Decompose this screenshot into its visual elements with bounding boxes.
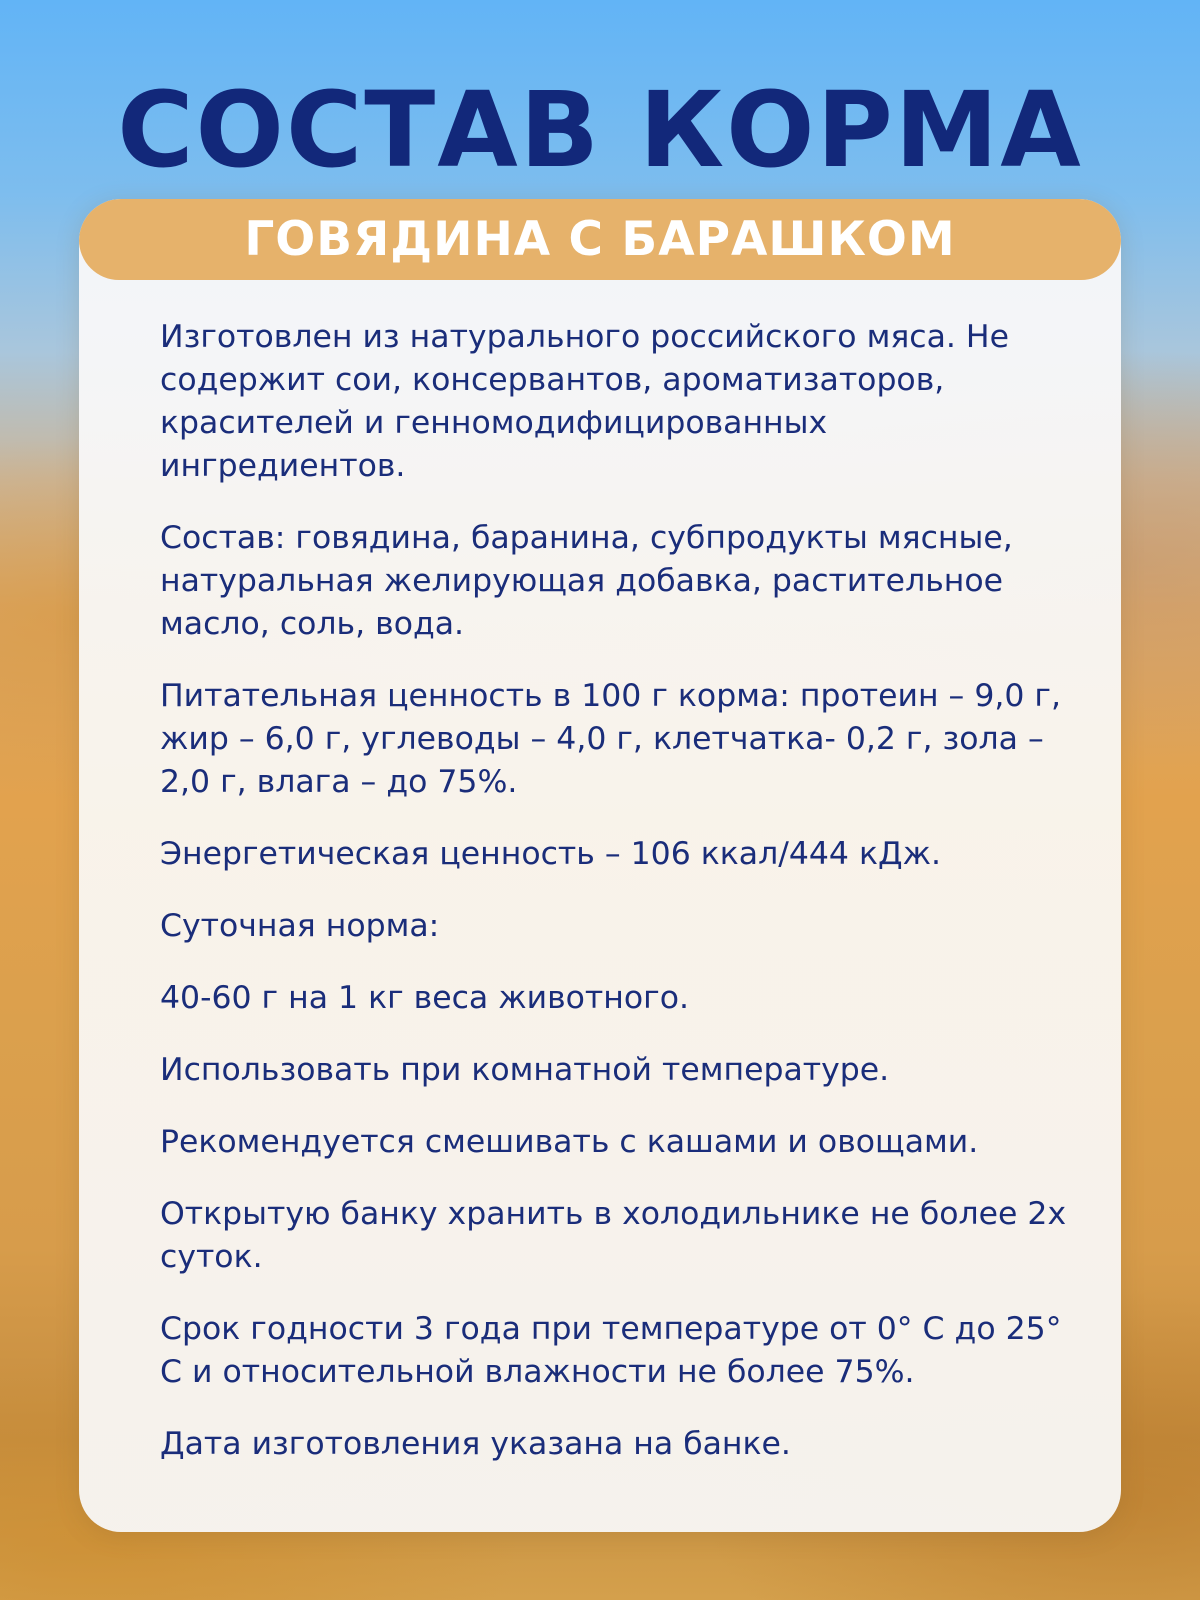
paragraph-production-date: Дата изготовления указана на банке. [160,1426,791,1462]
subtitle-banner [79,199,1121,280]
page-title: СОСТАВ КОРМА [117,69,1083,191]
paragraph-origin: Изготовлен из натурального российского мяса. Не содержит сои, консервантов, ароматизаторов, красителей и генномодифицированных ингредиентов. [160,319,1009,484]
paragraph-nutrition: Питательная ценность в 100 г корма: протеин – 9,0 г, жир – 6,0 г, углеводы – 4,0 г, клетчатка- 0,2 г, зола – 2,0 г, влага – до 75%. [160,678,1061,800]
paragraph-ingredients: Состав: говядина, баранина, субпродукты мясные, натуральная желирующая добавка, растительное масло, соль, вода. [160,520,1013,642]
paragraph-daily-norm: 40-60 г на 1 кг веса животного. [160,980,689,1016]
paragraph-recommendation: Рекомендуется смешивать с кашами и овощами. [160,1124,979,1160]
paragraph-serving-temp: Использовать при комнатной температуре. [160,1052,890,1088]
info-card [79,199,1121,1532]
paragraph-energy: Энергетическая ценность – 106 ккал/444 кДж. [160,836,942,872]
product-variant-title: ГОВЯДИНА С БАРАШКОМ [244,212,956,267]
paragraph-storage: Открытую банку хранить в холодильнике не более 2х суток. [160,1196,1067,1275]
paragraph-shelf-life: Срок годности 3 года при температуре от 0° С до 25° С и относительной влажности не более 75%. [160,1311,1062,1390]
composition-text [160,316,1080,1495]
paragraph-daily-norm-label: Суточная норма: [160,908,440,944]
